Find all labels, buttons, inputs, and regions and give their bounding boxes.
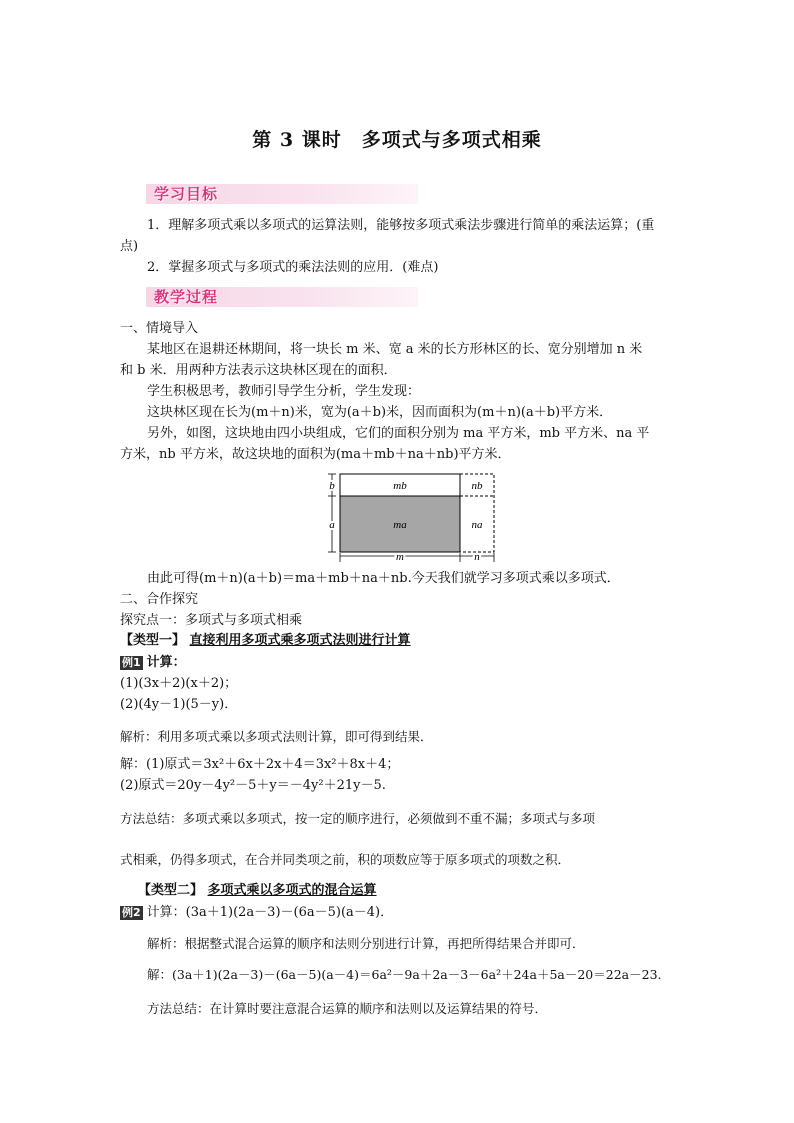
page-title: 第 3 课时 多项式与多项式相乘 (252, 129, 542, 151)
section-heading-2: 二、合作探究 (120, 592, 199, 607)
explore-point-1: 探究点一：多项式与多项式相乘 (120, 613, 303, 628)
label-n: n (474, 551, 480, 563)
paragraph-1a: 某地区在退耕还林期间，将一块长 m 米、宽 a 米的长方形林区的长、宽分别增加 n 米 (147, 342, 643, 357)
example-2-analysis: 解析：根据整式混合运算的顺序和法则分别进行计算，再把所得结果合并即可． (147, 936, 585, 951)
example-1-q2: (2)(4y－1)(5－y)． (120, 697, 238, 712)
type-1-title: 直接利用多项式乘多项式法则进行计算 (189, 633, 411, 648)
paragraph-1b: 和 b 米．用两种方法表示这块林区现在的面积． (120, 363, 397, 378)
goal-1-line-a: 1．理解多项式乘以多项式的运算法则，能够按多项式乘法步骤进行简单的乘法运算；(重 (147, 218, 655, 233)
label-m: m (396, 551, 404, 563)
example-2-question: 计算：(3a＋1)(2a－3)－(6a－5)(a－4)． (146, 905, 394, 920)
example-1-tag: 例1 (122, 656, 141, 669)
label-na: na (471, 519, 483, 531)
example-2-solution: 解：(3a＋1)(2a－3)－(6a－5)(a－4)＝6a²－9a＋2a－3－6a²＋24a＋5a－20＝22a－23. (147, 967, 662, 982)
conclusion: 由此可得(m＋n)(a＋b)＝ma＋mb＋na＋nb.今天我们就学习多项式乘以多项式． (147, 571, 620, 586)
example-1-analysis: 解析：利用多项式乘以多项式法则计算，即可得到结果． (120, 729, 433, 744)
goal-1-line-b: 点) (120, 239, 139, 254)
example-1-q1: (1)(3x＋2)(x＋2)； (120, 676, 238, 691)
process-banner-label: 教学过程 (154, 288, 219, 306)
example-2-tag: 例2 (122, 906, 141, 919)
example-1-method-b: 式相乘，仍得多项式，在合并同类项之前，积的项数应等于原多项式的项数之积． (120, 852, 571, 867)
example-1-label: 计算： (146, 655, 186, 670)
process-banner (146, 287, 418, 307)
label-a: a (329, 519, 335, 531)
example-2-method: 方法总结：在计算时要注意混合运算的顺序和法则以及运算结果的符号． (147, 1001, 548, 1016)
label-b: b (329, 480, 335, 492)
type-1-tag: 【类型一】 (120, 633, 186, 648)
paragraph-4b: 方米，nb 平方米，故这块地的面积为(ma＋mb＋na＋nb)平方米． (120, 447, 511, 462)
type-2-heading (138, 882, 377, 900)
label-ma: ma (393, 519, 407, 531)
paragraph-2: 学生积极思考，教师引导学生分析，学生发现： (147, 384, 421, 399)
example-1-solution-2: (2)原式＝20y－4y²－5＋y＝－4y²＋21y－5. (120, 778, 386, 793)
type-2-title: 多项式乘以多项式的混合运算 (207, 883, 377, 898)
area-diagram (322, 470, 498, 566)
label-mb: mb (393, 480, 407, 492)
section-heading-1: 一、情境导入 (120, 321, 199, 336)
example-1-method-a: 方法总结：多项式乘以多项式，按一定的顺序进行，必须做到不重不漏；多项式与多项 (120, 811, 596, 826)
paragraph-4a: 另外，如图，这块地由四小块组成，它们的面积分别为 ma 平方米，mb 平方米、na 平 (147, 426, 650, 441)
goals-banner-label: 学习目标 (154, 185, 219, 203)
label-nb: nb (471, 480, 483, 492)
example-2-heading (120, 904, 393, 922)
example-1-solution-1: 解：(1)原式＝3x²＋6x＋2x＋4＝3x²＋8x＋4； (120, 757, 400, 772)
goals-banner (146, 184, 418, 204)
paragraph-3: 这块林区现在长为(m＋n)米，宽为(a＋b)米，因而面积为(m＋n)(a＋b)平方米． (147, 405, 613, 420)
example-1-heading (120, 654, 186, 672)
goal-2: 2．掌握多项式与多项式的乘法法则的应用．(难点) (147, 260, 439, 275)
type-2-tag: 【类型二】 (138, 883, 204, 898)
type-1-heading (120, 632, 411, 650)
